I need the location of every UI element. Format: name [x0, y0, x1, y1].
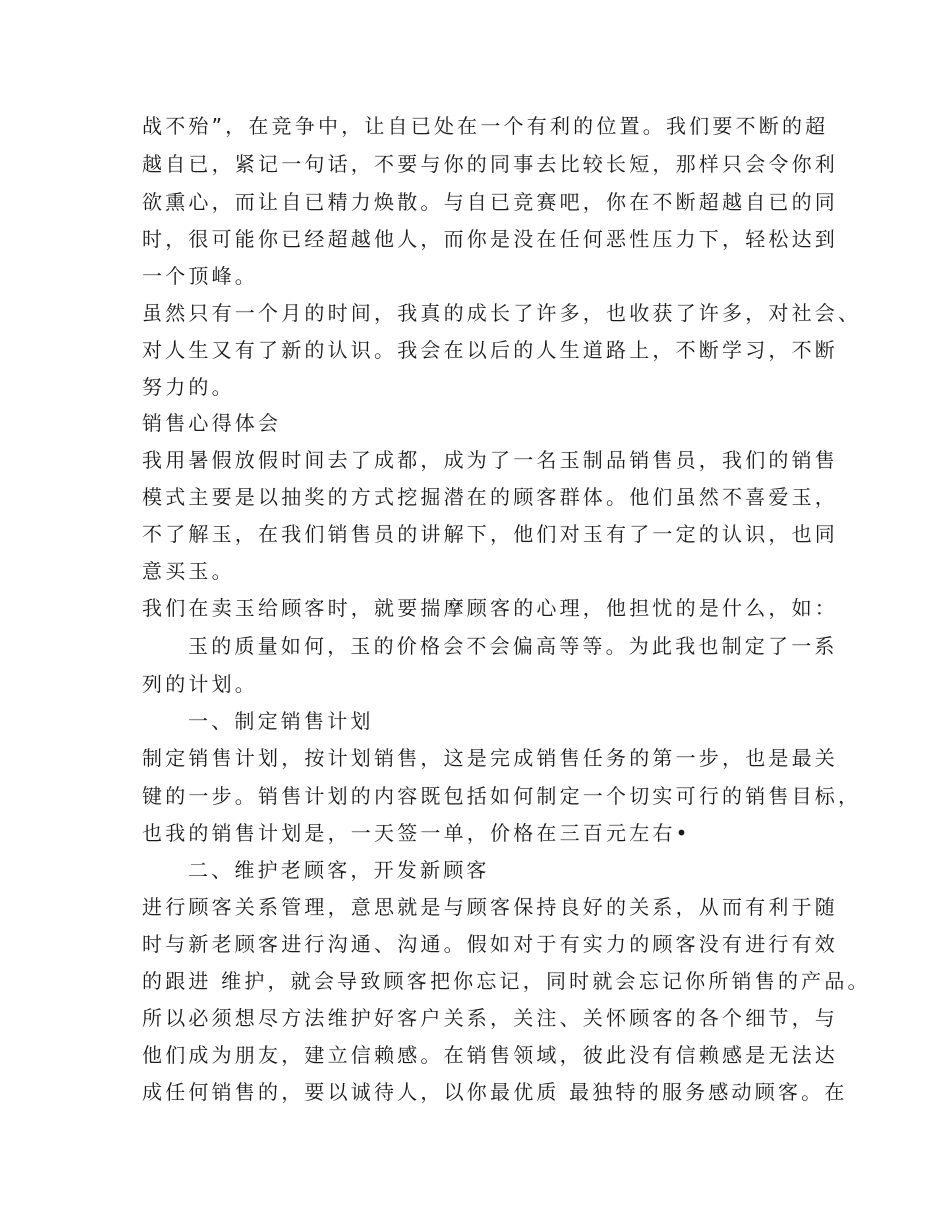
text-line: 制定销售计划，按计划销售，这是完成销售任务的第一步，也是最关 — [142, 746, 838, 770]
text-line: 所以必须想尽方法维护好客户关系，关注、关怀顾客的各个细节，与 — [142, 1006, 838, 1030]
text-line: 模式主要是以抽奖的方式挖掘潜在的顾客群体。他们虽然不喜爱玉， — [142, 485, 838, 509]
section-heading: 销售心得体会 — [142, 411, 282, 435]
text-line: 的跟进 维护，就会导致顾客把你忘记，同时就会忘记你所销售的产品。 — [142, 969, 871, 993]
text-line: 时，很可能你已经超越他人，而你是没在任何恶性压力下，轻松达到 — [142, 227, 838, 251]
text-line: 战不殆”，在竞争中，让自已处在一个有利的位置。我们要不断的超 — [142, 114, 829, 138]
text-line: 意买玉。 — [142, 559, 235, 583]
text-line: 欲熏心，而让自已精力焕散。与自已竞赛吧，你在不断超越自已的同 — [142, 190, 838, 214]
text-line: 成任何销售的，要以诚待人，以你最优质 最独特的服务感动顾客。在 — [142, 1080, 848, 1104]
text-line: 对人生又有了新的认识。我会在以后的人生道路上，不断学习，不断 — [142, 338, 838, 362]
text-line: 进行顾客关系管理，意思就是与顾客保持良好的关系，从而有利于随 — [142, 895, 838, 919]
text-line: 也我的销售计划是，一天签一单，价格在三百元左右• — [142, 821, 691, 845]
text-line: 努力的。 — [142, 375, 235, 399]
text-line: 列的计划。 — [142, 672, 258, 696]
text-line: 我们在卖玉给顾客时，就要揣摩顾客的心理，他担忧的是什么，如： — [142, 596, 838, 620]
text-line: 玉的质量如何，玉的价格会不会偏高等等。为此我也制定了一系 — [188, 634, 838, 658]
text-line: 键的一步。销售计划的内容既包括如何制定一个切实可行的销售目标， — [142, 784, 862, 808]
text-line: 越自已，紧记一句话，不要与你的同事去比较长短，那样只会令你利 — [142, 152, 838, 176]
text-line: 虽然只有一个月的时间，我真的成长了许多，也收获了许多，对社会、 — [142, 301, 862, 325]
text-line: 不了解玉，在我们销售员的讲解下，他们对玉有了一定的认识，也同 — [142, 522, 838, 546]
text-line: 他们成为朋友，建立信赖感。在销售领域，彼此没有信赖感是无法达 — [142, 1043, 838, 1067]
text-line: 我用暑假放假时间去了成都，成为了一名玉制品销售员，我们的销售 — [142, 448, 838, 472]
subheading: 一、制定销售计划 — [188, 709, 374, 733]
text-line: 一个顶峰。 — [142, 264, 258, 288]
subheading: 二、维护老顾客，开发新顾客 — [188, 858, 490, 882]
text-line: 时与新老顾客进行沟通、沟通。假如对于有实力的顾客没有进行有效 — [142, 932, 838, 956]
